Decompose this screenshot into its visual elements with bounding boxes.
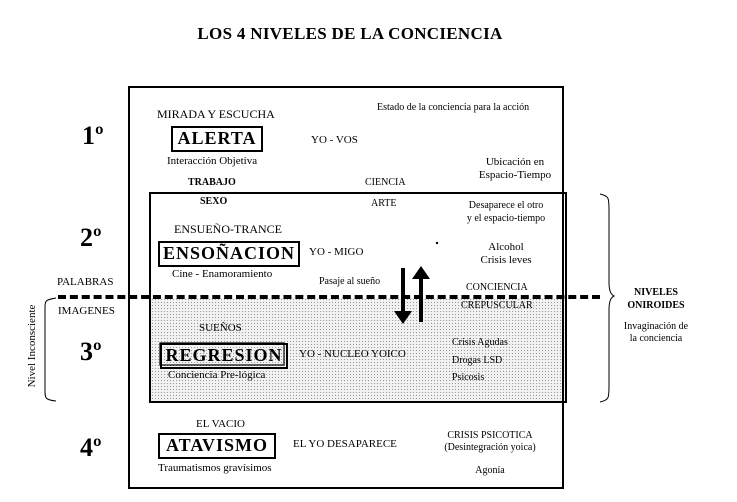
level-3-right-a: Crisis Agudas	[452, 337, 508, 348]
invaginacion-label-b: la conciencia	[629, 333, 683, 344]
level-1-relation: YO - VOS	[311, 134, 358, 146]
level-2-name: ENSOÑACION	[158, 241, 300, 267]
label-trabajo: TRABAJO	[188, 177, 236, 188]
level-1-right: Estado de la conciencia para la acción	[377, 102, 530, 113]
level-3-number: 3º	[80, 337, 102, 366]
label-sexo: SEXO	[200, 196, 228, 207]
level-2-right2b: Crisis leves	[480, 254, 532, 266]
pasaje-label: Pasaje al sueño	[319, 276, 381, 287]
conciencia-label: CONCIENCIA	[466, 282, 528, 293]
oniroides-label-a: NIVELES	[634, 287, 678, 298]
level-1-number: 1º	[82, 121, 104, 150]
level-3-right-c: Psicosis	[452, 372, 485, 383]
level-4-right-c: Agonía	[475, 465, 505, 476]
up-arrow-head	[412, 266, 430, 279]
level-4-relation: EL YO DESAPARECE	[293, 438, 397, 450]
invaginacion-label-a: Invaginación de	[623, 321, 689, 332]
label-arte: ARTE	[371, 198, 397, 209]
dot-mark	[436, 242, 438, 244]
level-4-number: 4º	[80, 433, 102, 462]
level-3-header: SUEÑOS	[199, 322, 242, 334]
level-3-name: REGRESION	[160, 343, 288, 369]
level-3-name-box	[160, 343, 284, 365]
level-3-relation: YO - NUCLEO YOICO	[299, 348, 406, 360]
level-2-right2a: Alcohol	[488, 241, 524, 253]
page-title: LOS 4 NIVELES DE LA CONCIENCIA	[197, 24, 503, 43]
down-arrow-head	[394, 311, 412, 324]
level-2-sub: Cine - Enamoramiento	[172, 268, 273, 280]
right-bracket	[600, 194, 614, 402]
level-3-right-b: Drogas LSD	[452, 355, 503, 366]
nivel-inconsciente-label: Nivel Inconsciente	[26, 304, 38, 388]
level-2-relation: YO - MIGO	[309, 246, 364, 258]
level-3-sub: Conciencia Pre-lógica	[168, 369, 266, 381]
level-1-right2a: Ubicación en	[485, 156, 545, 168]
level-4-right-a: CRISIS PSICOTICA	[447, 430, 533, 441]
level-1-right2b: Espacio-Tiempo	[478, 169, 552, 181]
level-2-header: ENSUEÑO-TRANCE	[174, 222, 282, 236]
level-1-sub: Interacción Objetiva	[167, 155, 258, 167]
palabras-label: PALABRAS	[57, 276, 114, 288]
level-1-name: ALERTA	[171, 126, 263, 152]
level-4-name: ATAVISMO	[158, 433, 276, 459]
level-2-right-a: Desaparece el otro	[468, 200, 544, 211]
oniroides-label-b: ONIROIDES	[627, 300, 685, 311]
level-2-right-b: y el espacio-tiempo	[466, 213, 546, 224]
imagenes-label: IMAGENES	[58, 305, 115, 317]
level-2-number: 2º	[80, 223, 102, 252]
crepuscular-label: CREPUSCULAR	[461, 300, 533, 311]
level-4-sub: Traumatismos gravísimos	[158, 462, 272, 474]
level-4-right-b: (Desintegración yoica)	[444, 442, 536, 453]
level-4-header: EL VACIO	[196, 418, 245, 430]
level-1-header: MIRADA Y ESCUCHA	[157, 107, 275, 121]
label-ciencia: CIENCIA	[365, 177, 406, 188]
left-bracket	[45, 298, 56, 401]
